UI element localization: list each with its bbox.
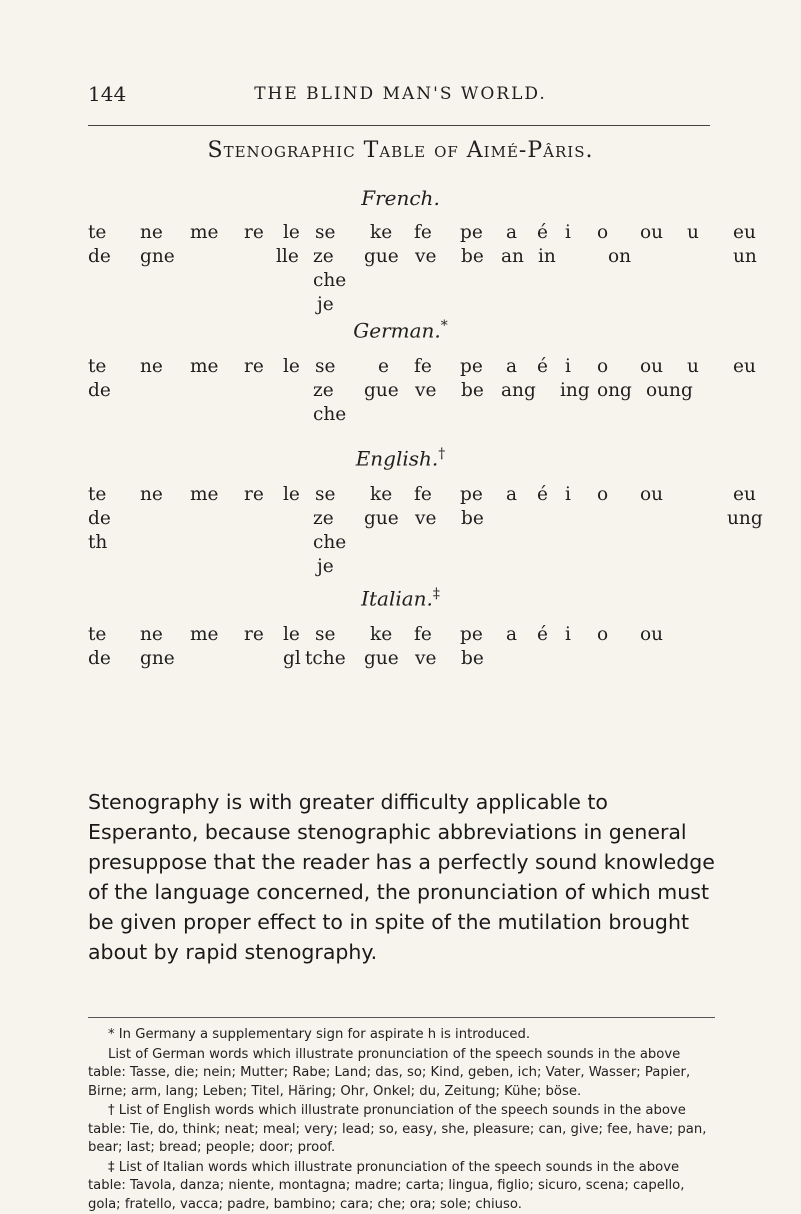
table-cell: ze — [313, 508, 334, 529]
table-cell: le — [283, 624, 300, 645]
table-cell: be — [461, 246, 484, 267]
table-cell: me — [190, 222, 219, 243]
table-cell: ne — [140, 356, 163, 377]
table-cell: an — [501, 246, 524, 267]
table-cell: re — [244, 356, 264, 377]
table-cell: a — [506, 484, 517, 505]
table-cell: fe — [414, 356, 432, 377]
table-cell: gue — [364, 508, 399, 529]
english-row-4 — [0, 556, 801, 584]
footnote-german-words: List of German words which illustrate pronunciation of the speech sounds in the above table: Tasse, die; nein; Mutter; Rabe; Land; das, so; Kind, geben, ich; Vater, Wasser; Papier, Birne; arm, lang; Leben; Titel, Häring; Ohr, Onkel; du, Zeitung; Kühe; böse. — [88, 1046, 715, 1102]
table-cell: gne — [140, 648, 175, 669]
table-cell: tche — [305, 648, 346, 669]
table-cell: ke — [370, 624, 392, 645]
table-cell: gue — [364, 380, 399, 401]
table-cell: ne — [140, 222, 163, 243]
table-cell: ou — [640, 624, 663, 645]
table-cell: é — [537, 484, 548, 505]
table-cell: i — [565, 484, 571, 505]
page-number: 144 — [88, 82, 126, 106]
table-cell: ke — [370, 484, 392, 505]
table-cell: de — [88, 380, 111, 401]
table-cell: re — [244, 484, 264, 505]
table-cell: a — [506, 356, 517, 377]
table-cell: a — [506, 624, 517, 645]
table-cell: on — [608, 246, 631, 267]
table-cell: ing — [560, 380, 590, 401]
table-cell: le — [283, 356, 300, 377]
table-cell: e — [378, 356, 389, 377]
table-cell: pe — [460, 222, 483, 243]
table-cell: che — [313, 404, 346, 425]
table-cell: ve — [415, 380, 436, 401]
table-cell: ve — [415, 246, 436, 267]
table-cell: i — [565, 222, 571, 243]
running-head: THE BLIND MAN'S WORLD. — [60, 84, 741, 104]
body-paragraph: Stenography is with greater difficulty applicable to Esperanto, because stenographic abbreviations in general presuppose that the reader has a perfectly sound knowledge of the language concerned, the pronunciation of which must be given proper effect to in spite of the mutilation brought about by rapid stenography. — [88, 787, 715, 967]
table-cell: pe — [460, 356, 483, 377]
italian-row-2 — [0, 648, 801, 676]
table-cell: a — [506, 222, 517, 243]
section-heading-german: German.* — [0, 318, 801, 343]
footnote-german-aspirate: * In Germany a supplementary sign for aspirate h is introduced. — [88, 1026, 715, 1045]
table-cell: gue — [364, 648, 399, 669]
table-cell: u — [687, 356, 699, 377]
page-header — [60, 78, 741, 108]
table-cell: te — [88, 356, 106, 377]
section-heading-italian: Italian.‡ — [0, 586, 801, 611]
table-cell: se — [315, 484, 335, 505]
table-cell: be — [461, 380, 484, 401]
table-cell: re — [244, 624, 264, 645]
table-cell: i — [565, 356, 571, 377]
table-cell: ne — [140, 624, 163, 645]
table-cell: me — [190, 484, 219, 505]
table-cell: me — [190, 356, 219, 377]
table-cell: te — [88, 484, 106, 505]
table-cell: ung — [727, 508, 763, 529]
section-heading-french: French. — [0, 186, 801, 210]
table-cell: ou — [640, 222, 663, 243]
table-cell: ze — [313, 380, 334, 401]
footnote-rule — [88, 1017, 715, 1018]
section-heading-english: English.† — [0, 446, 801, 471]
table-cell: gne — [140, 246, 175, 267]
table-cell: i — [565, 624, 571, 645]
table-cell: te — [88, 222, 106, 243]
table-cell: se — [315, 356, 335, 377]
table-cell: pe — [460, 484, 483, 505]
table-cell: th — [88, 532, 107, 553]
german-row-3 — [0, 404, 801, 432]
table-cell: o — [597, 222, 608, 243]
table-cell: le — [283, 222, 300, 243]
table-cell: ou — [640, 484, 663, 505]
table-cell: che — [313, 532, 346, 553]
table-cell: ke — [370, 222, 392, 243]
table-cell: ve — [415, 648, 436, 669]
table-cell: fe — [414, 624, 432, 645]
table-cell: de — [88, 648, 111, 669]
table-cell: ve — [415, 508, 436, 529]
table-cell: re — [244, 222, 264, 243]
footnote-italian-words: ‡ List of Italian words which illustrate pronunciation of the speech sounds in the above table: Tavola, danza; niente, montagna; madre; carta; lingua, figlio; sicuro, scena; capello, gola; fratello, vacca; padre, bambino; cara; che; ora; sole; chiuso. — [88, 1159, 715, 1214]
table-cell: o — [597, 624, 608, 645]
table-cell: in — [538, 246, 556, 267]
table-cell: eu — [733, 222, 756, 243]
table-cell: gl — [283, 648, 301, 669]
table-cell: eu — [733, 356, 756, 377]
table-cell: é — [537, 222, 548, 243]
table-cell: o — [597, 484, 608, 505]
footnote-english-words: † List of English words which illustrate pronunciation of the speech sounds in the above table: Tie, do, think; neat; meal; very; lead; so, easy, she, pleasure; can, give; fee, have; pan, bear; last; bread; people; door; proof. — [88, 1102, 715, 1158]
table-cell: pe — [460, 624, 483, 645]
table-cell: te — [88, 624, 106, 645]
table-cell: un — [733, 246, 757, 267]
table-cell: che — [313, 270, 346, 291]
table-cell: lle — [276, 246, 299, 267]
table-cell: é — [537, 356, 548, 377]
table-cell: fe — [414, 222, 432, 243]
table-cell: me — [190, 624, 219, 645]
table-cell: be — [461, 508, 484, 529]
table-title: Stenographic Table of Aimé-Pâris. — [0, 138, 801, 163]
table-cell: be — [461, 648, 484, 669]
footnotes — [88, 1026, 715, 1214]
table-cell: ou — [640, 356, 663, 377]
table-cell: eu — [733, 484, 756, 505]
table-cell: gue — [364, 246, 399, 267]
table-cell: se — [315, 624, 335, 645]
table-cell: le — [283, 484, 300, 505]
table-cell: je — [317, 294, 334, 315]
table-cell: je — [317, 556, 334, 577]
table-cell: ne — [140, 484, 163, 505]
table-cell: se — [315, 222, 335, 243]
table-cell: ang — [501, 380, 536, 401]
table-cell: de — [88, 246, 111, 267]
header-rule — [88, 125, 710, 126]
table-cell: de — [88, 508, 111, 529]
table-cell: oung — [646, 380, 693, 401]
table-cell: ong — [597, 380, 632, 401]
table-cell: o — [597, 356, 608, 377]
table-cell: é — [537, 624, 548, 645]
table-cell: ze — [313, 246, 334, 267]
table-cell: u — [687, 222, 699, 243]
table-cell: fe — [414, 484, 432, 505]
